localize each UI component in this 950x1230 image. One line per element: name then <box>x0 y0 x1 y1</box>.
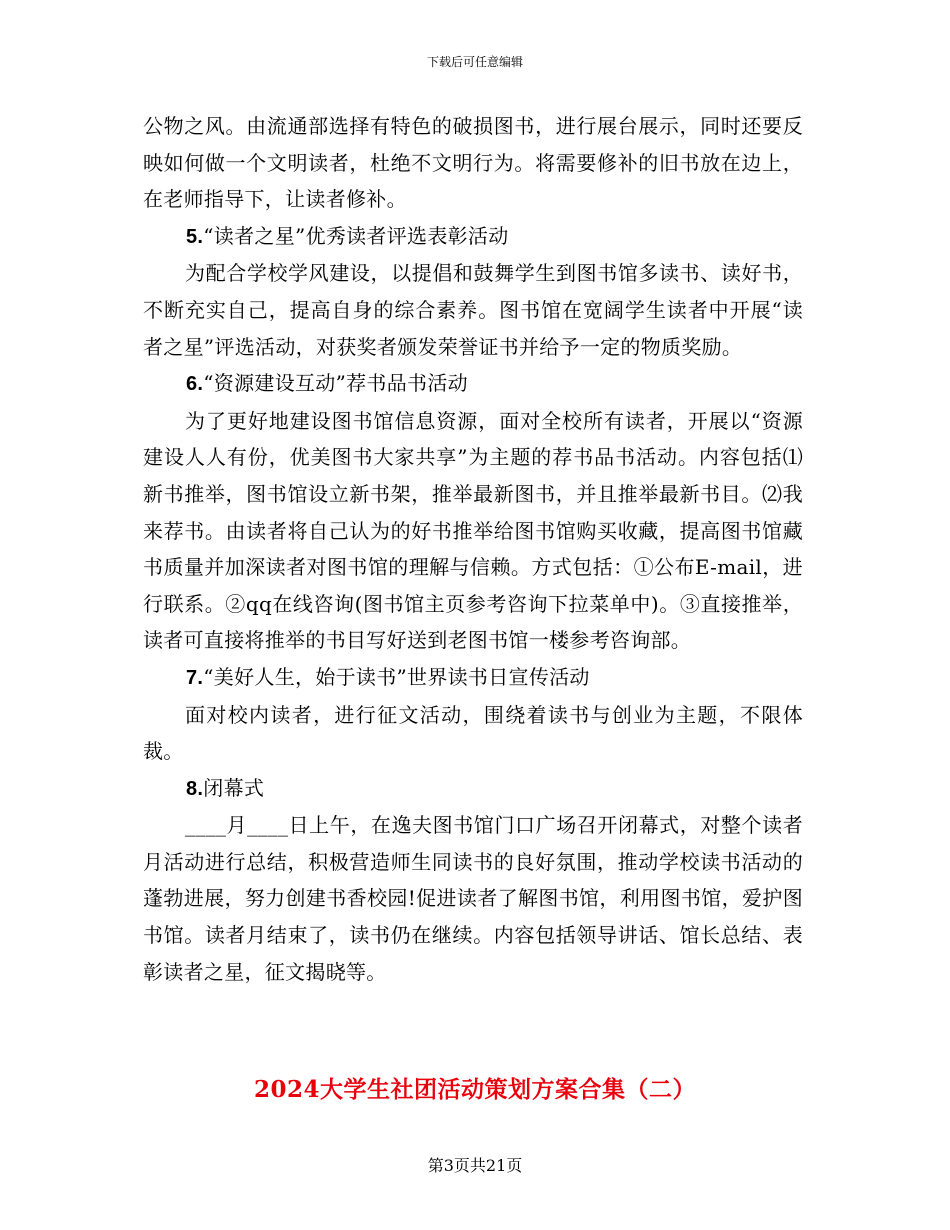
section-heading-text: 闭幕式 <box>203 775 265 800</box>
section-heading-text: “资源建设互动”荐书品书活动 <box>203 371 468 396</box>
section-number: 7. <box>186 666 204 689</box>
section-number: 6. <box>186 373 204 396</box>
document-title: 2024大学生社团活动策划方案合集（二） <box>253 1076 696 1103</box>
paragraph: 公物之风。由流通部选择有特色的破损图书，进行展台展示，同时还要反映如何做一个文明读者，杜绝不文明行为。将需要修补的旧书放在边上，在老师指导下，让读者修补。 <box>143 114 803 212</box>
section-number: 5. <box>186 225 204 248</box>
paragraph: ____月____日上午，在逸夫图书馆门口广场召开闭幕式，对整个读者月活动进行总结，积极营造师生同读书的良好氛围，推动学校读书活动的蓬勃进展，努力创建书香校园!促进读者了解图书馆，利用图书馆，爱护图书馆。读者月结束了，读书仍在继续。内容包括领导讲话、馆长总结、表彰读者之星，征文揭晓等。 <box>143 813 803 984</box>
section-heading <box>143 365 803 403</box>
paragraph: 为配合学校学风建设，以提倡和鼓舞学生到图书馆多读书、读好书，不断充实自己，提高自身的综合素养。图书馆在宽阔学生读者中开展“读者之星”评选活动，对获奖者颁发荣誉证书并给予一定的物质奖励。 <box>143 261 803 359</box>
section-number: 8. <box>186 777 204 800</box>
paragraph: 面对校内读者，进行征文活动，围绕着读书与创业为主题，不限体裁。 <box>143 702 803 764</box>
page-footer: 第3页共21页 <box>427 1156 523 1175</box>
section-heading-text: “读者之星”优秀读者评选表彰活动 <box>203 223 509 248</box>
document-body <box>143 108 803 990</box>
section-heading <box>143 659 803 697</box>
section-heading <box>143 218 803 256</box>
section-heading <box>143 770 803 808</box>
section-heading-text: “美好人生，始于读书”世界读书日宣传活动 <box>203 664 590 689</box>
paragraph: 为了更好地建设图书馆信息资源，面对全校所有读者，开展以“资源建设人人有份，优美图书大家共享”为主题的荐书品书活动。内容包括⑴新书推举，图书馆设立新书架，推举最新图书，并且推举最新书目。⑵我来荐书。由读者将自己认为的好书推举给图书馆购买收藏，提高图书馆藏书质量并加深读者对图书馆的理解与信赖。方式包括：①公布E-mail，进行联系。②qq在线咨询(图书馆主页参考咨询下拉菜单中)。③直接推举，读者可直接将推举的书目写好送到老图书馆一楼参考咨询部。 <box>143 408 803 653</box>
page-header: 下载后可任意编辑 <box>426 55 523 69</box>
